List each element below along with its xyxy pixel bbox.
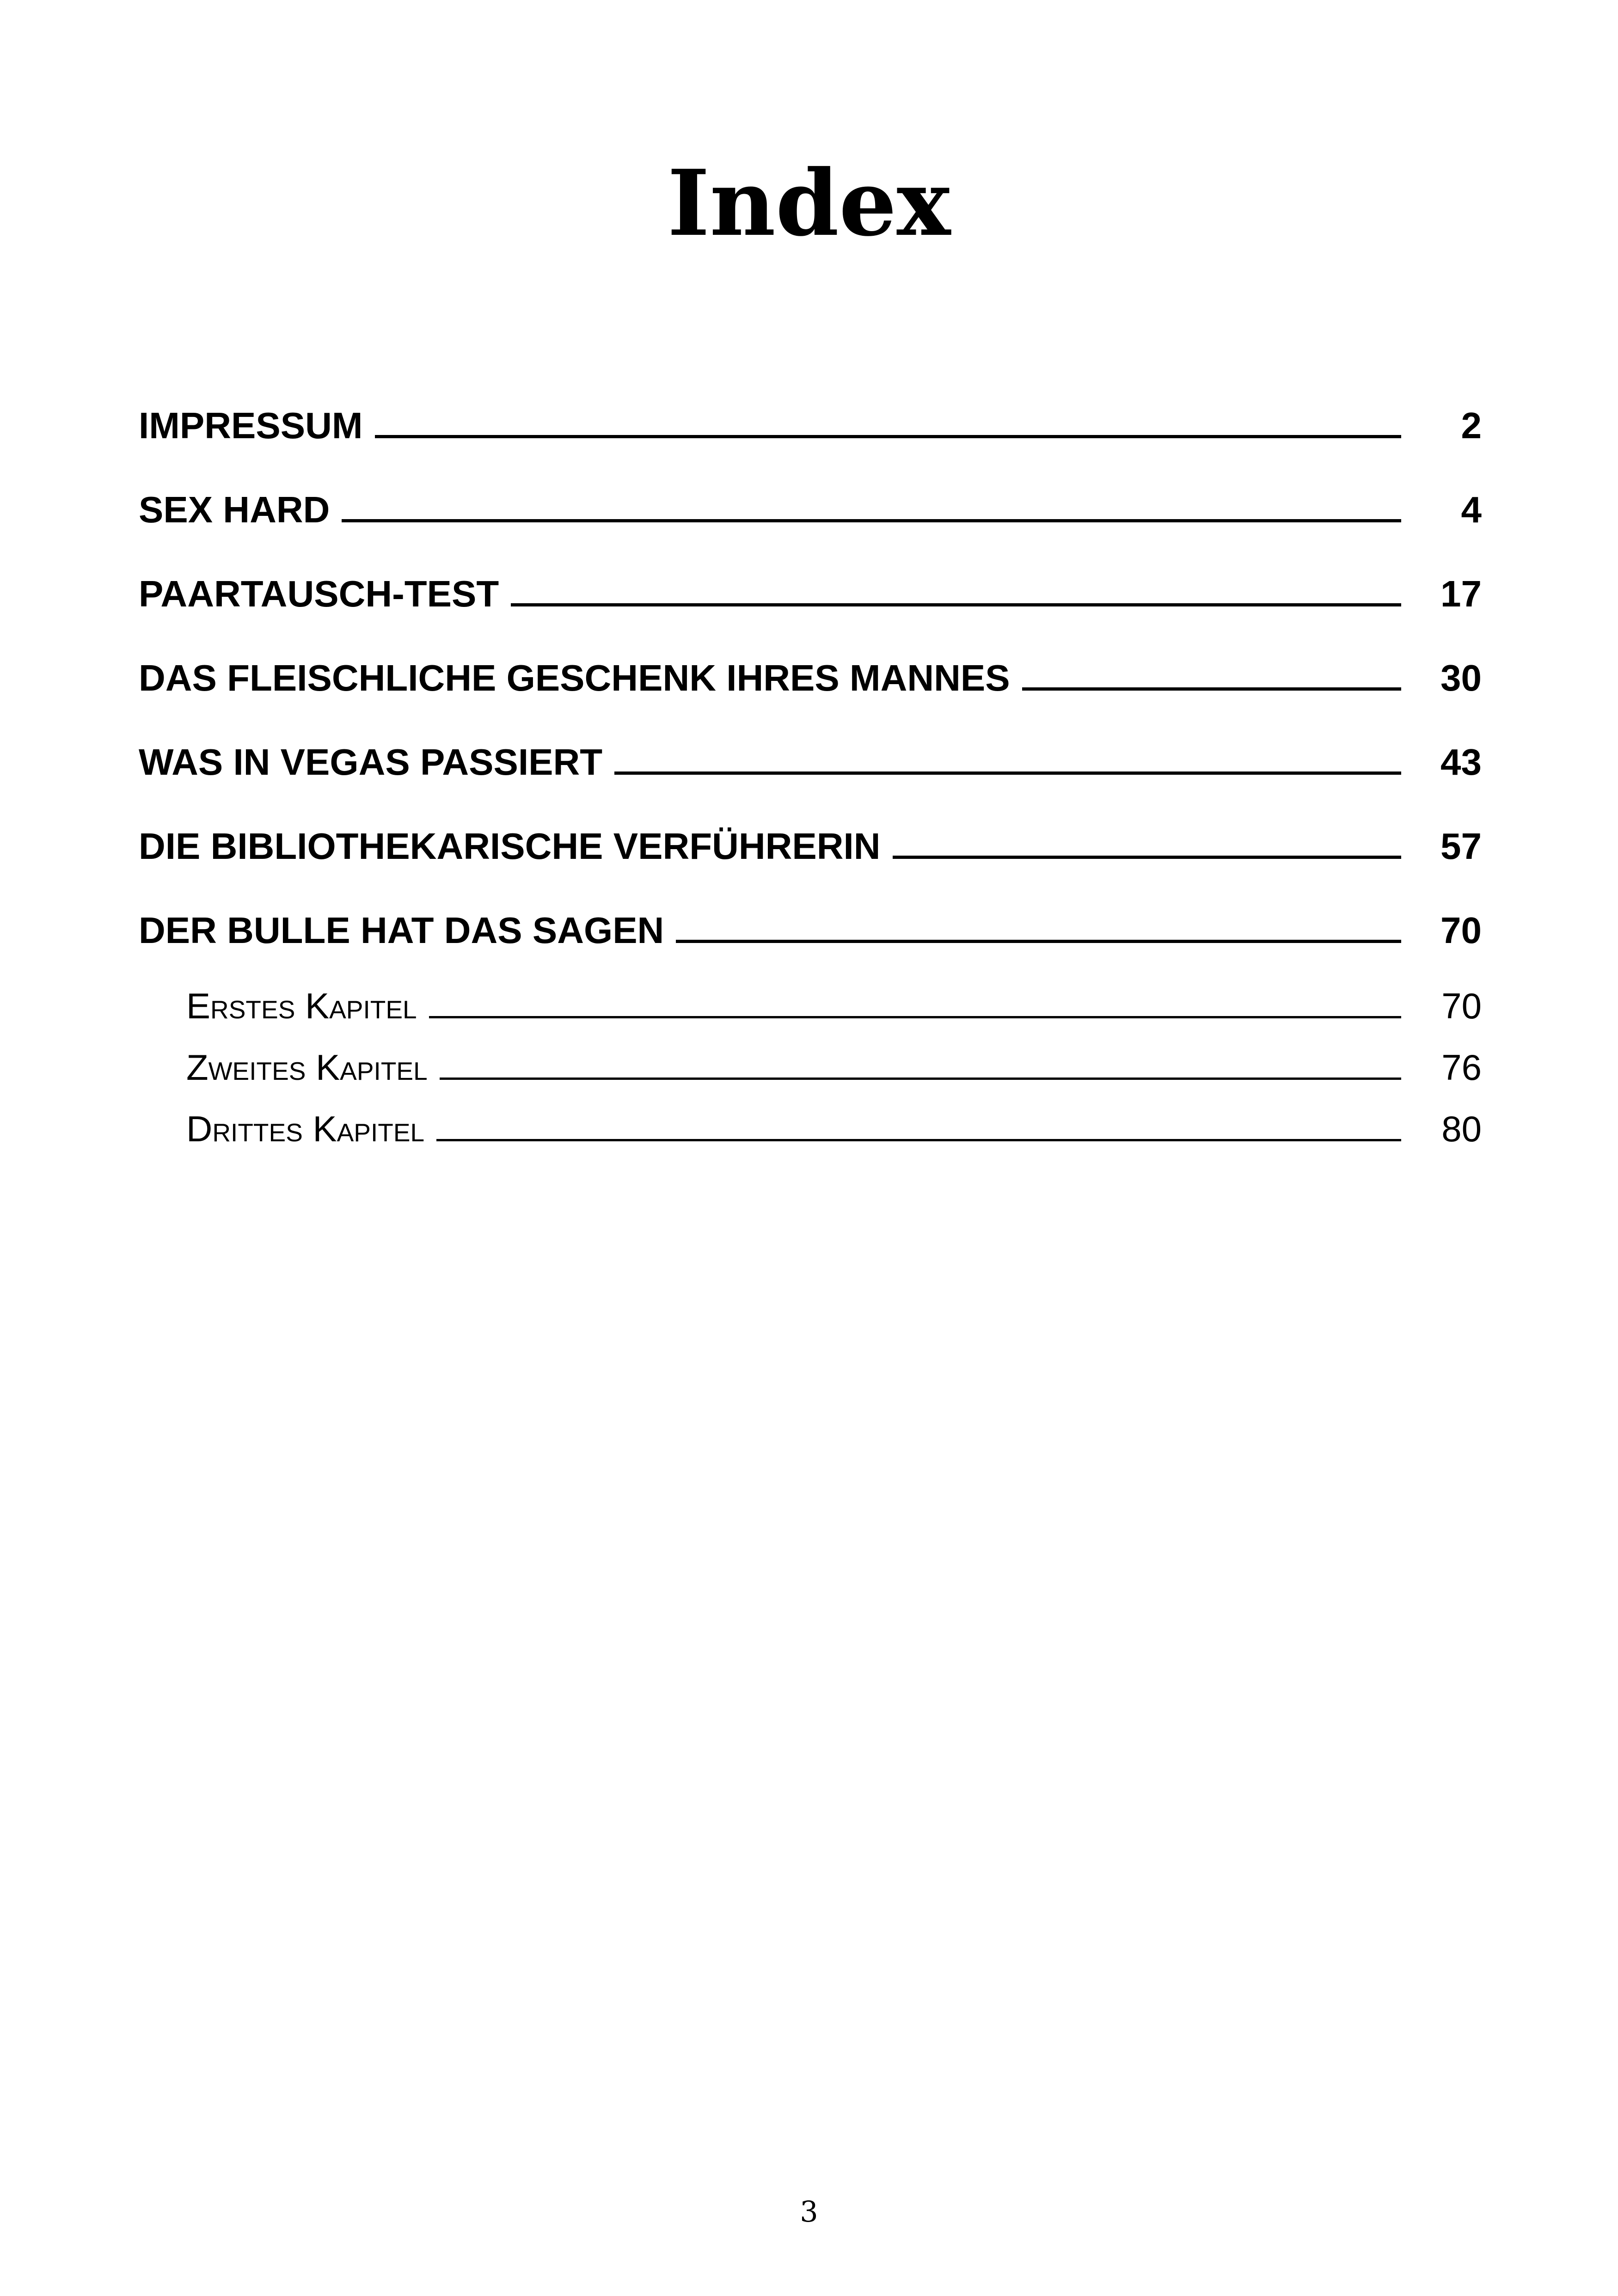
toc-leader-line [440,1077,1401,1080]
toc-subentry-page: 76 [1441,1047,1482,1088]
toc-entry[interactable] [139,804,1482,888]
toc-subentry-label: Erstes Kapitel [186,986,417,1026]
toc-subentry-label: Zweites Kapitel [186,1047,428,1088]
toc-entry-page: 17 [1440,573,1482,614]
toc-entry[interactable] [139,636,1482,720]
page-title: Index [667,150,951,257]
toc-subentry-label: Drittes Kapitel [186,1108,425,1149]
toc-entry-page: 43 [1440,741,1482,783]
toc-entry[interactable] [139,888,1482,973]
toc-leader-line [436,1139,1401,1141]
toc-entry[interactable] [139,720,1482,804]
toc-entry-page: 2 [1461,405,1482,446]
page-number: 3 [800,2195,818,2229]
toc-entry-label: DAS FLEISCHLICHE GESCHENK IHRES MANNES [139,657,1010,698]
toc-leader-line [342,519,1401,522]
toc-entry-label: IMPRESSUM [139,405,363,446]
toc-leader-line [614,771,1401,775]
toc-entry[interactable] [139,552,1482,636]
toc-entry-page: 30 [1440,657,1482,698]
toc-subentry-page: 80 [1441,1108,1482,1149]
toc-entry-label: DIE BIBLIOTHEKARISCHE VERFÜHRERIN [139,826,881,867]
toc-entry-page: 4 [1461,489,1482,530]
toc-entry-page: 70 [1440,910,1482,951]
toc-entry-label: PAARTAUSCH-TEST [139,573,499,614]
toc-leader-line [893,855,1401,859]
toc-entry[interactable] [139,384,1482,468]
toc-subentry-page: 70 [1441,986,1482,1026]
toc-entry[interactable] [139,468,1482,552]
toc-entry-label: SEX HARD [139,489,330,530]
toc-leader-line [375,435,1402,438]
table-of-contents [139,384,1482,1160]
toc-leader-line [1022,687,1401,691]
toc-entry-label: DER BULLE HAT DAS SAGEN [139,910,664,951]
toc-subentry[interactable] [139,1098,1482,1160]
toc-entry-label: WAS IN VEGAS PASSIERT [139,741,603,783]
toc-leader-line [429,1016,1401,1018]
toc-subentry[interactable] [139,975,1482,1037]
toc-leader-line [511,603,1401,606]
toc-leader-line [676,939,1401,943]
toc-subentry[interactable] [139,1037,1482,1098]
toc-entry-page: 57 [1440,826,1482,867]
